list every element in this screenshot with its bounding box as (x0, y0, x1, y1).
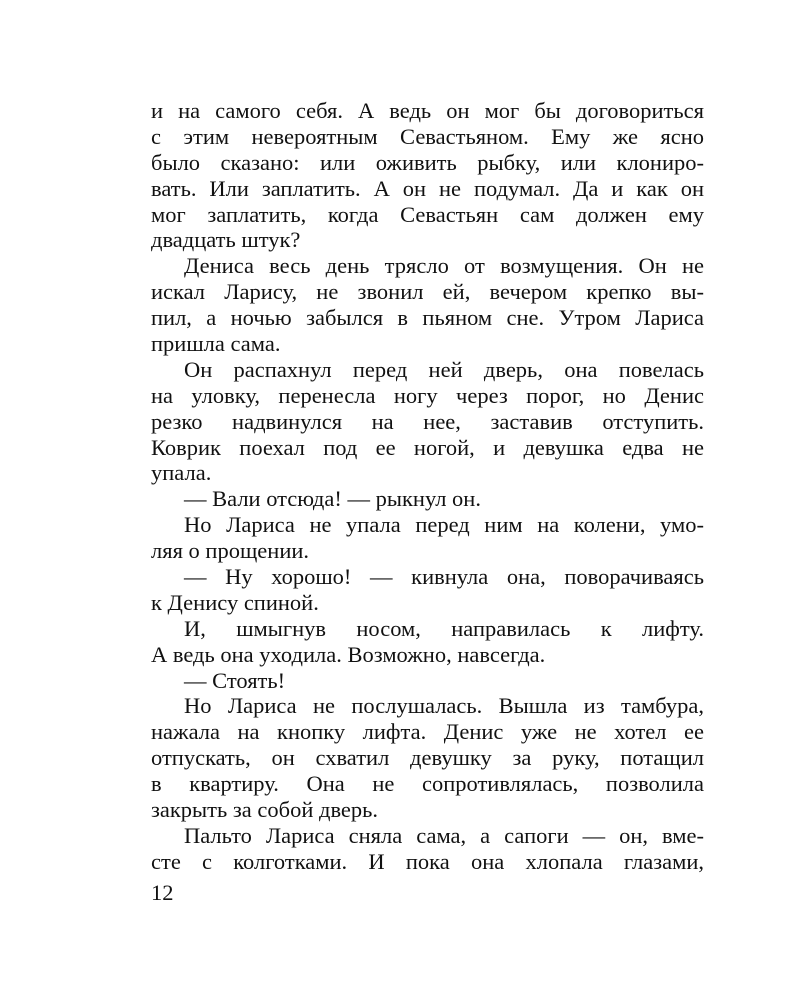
text-line: к Денису спиной. (151, 589, 319, 615)
text-line: искал Ларису, не звонил ей, вечером крепко вы- (151, 279, 704, 305)
text-line: с этим невероятным Севастьяном. Ему же ясно (151, 123, 704, 149)
text-line: — Вали отсюда! — рыкнул он. (184, 486, 481, 512)
text-line: — Стоять! (184, 667, 286, 693)
text-line: резко надвинулся на нее, заставив отступить. (151, 408, 704, 434)
text-line: закрыть за собой дверь. (151, 797, 379, 823)
text-line: Но Лариса не упала перед ним на колени, умо- (184, 512, 704, 538)
text-line: Дениса весь день трясло от возмущения. Он не (184, 253, 704, 279)
text-line: сте с колготками. И пока она хлопала глазами, (151, 848, 704, 874)
text-line: Коврик поехал под ее ногой, и девушка едва не (151, 434, 704, 460)
text-line: отпускать, он схватил девушку за руку, потащил (151, 745, 704, 771)
text-line: ляя о прощении. (151, 538, 310, 564)
text-line: И, шмыгнув носом, направилась к лифту. (184, 615, 704, 641)
text-line: было сказано: или оживить рыбку, или клониро- (151, 149, 704, 175)
text-line: двадцать штук? (151, 227, 301, 253)
text-line: Но Лариса не послушалась. Вышла из тамбура, (184, 693, 704, 719)
text-line: — Ну хорошо! — кивнула она, поворачиваясь (184, 564, 704, 590)
text-line: А ведь она уходила. Возможно, навсегда. (151, 641, 546, 667)
page-number: 12 (151, 880, 174, 905)
body-text (151, 98, 704, 875)
text-line: нажала на кнопку лифта. Денис уже не хотел ее (151, 719, 704, 745)
text-line: на уловку, перенесла ногу через порог, но Денис (151, 382, 704, 408)
text-line: в квартиру. Она не сопротивлялась, позволила (151, 771, 704, 797)
text-line: вать. Или заплатить. А он не подумал. Да и как он (151, 175, 704, 201)
text-line: Пальто Лариса сняла сама, а сапоги — он, вме- (184, 822, 704, 848)
text-line: мог заплатить, когда Севастьян сам должен ему (151, 201, 704, 227)
text-line: и на самого себя. А ведь он мог бы договориться (151, 98, 704, 123)
text-line: пришла сама. (151, 331, 281, 357)
text-line: пил, а ночью забылся в пьяном сне. Утром Лариса (151, 305, 704, 331)
text-line: Он распахнул перед ней дверь, она повелась (184, 356, 704, 382)
text-line: упала. (151, 460, 212, 486)
